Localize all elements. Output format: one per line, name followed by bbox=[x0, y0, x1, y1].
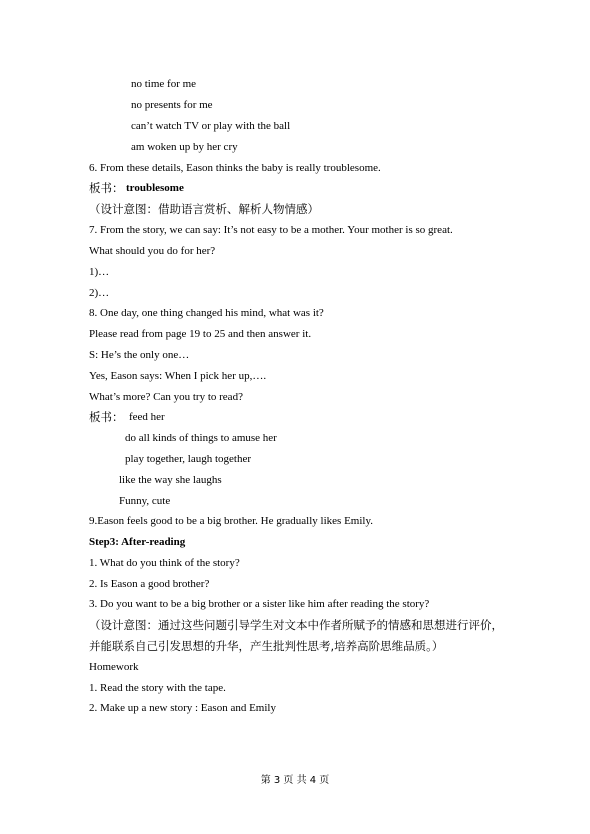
homework-heading: Homework bbox=[89, 661, 139, 673]
after-reading-q1: 1. What do you think of the story? bbox=[89, 557, 240, 569]
step3-heading: Step3: After-reading bbox=[89, 536, 186, 548]
question-8: 8. One day, one thing changed his mind, what was it? bbox=[89, 307, 324, 319]
answer-1: 1)… bbox=[89, 266, 110, 278]
answer-2: 2)… bbox=[89, 287, 110, 299]
detail-woken-up: am woken up by her cry bbox=[131, 141, 238, 153]
statement-9: 9.Eason feels good to be a big brother. He gradually likes Emily. bbox=[89, 515, 373, 527]
after-reading-q3: 3. Do you want to be a big brother or a sister like him after reading the story? bbox=[89, 598, 430, 610]
blackboard-label-2: 板书： bbox=[89, 410, 124, 424]
after-reading-q2: 2. Is Eason a good brother? bbox=[89, 578, 210, 590]
blackboard-funny: Funny, cute bbox=[119, 495, 171, 507]
reading-instruction: Please read from page 19 to 25 and then answer it. bbox=[89, 328, 312, 340]
design-intent-2-line1: （设计意图：通过这些问题引导学生对文本中作者所赋予的情感和思想进行评价， bbox=[89, 618, 503, 632]
blackboard-laughs: like the way she laughs bbox=[119, 474, 222, 486]
whats-more: What’s more? Can you try to read? bbox=[89, 391, 243, 403]
question-7: 7. From the story, we can say: It’s not easy to be a mother. Your mother is so great. bbox=[89, 224, 453, 236]
detail-no-presents: no presents for me bbox=[131, 99, 213, 111]
design-intent-2-line2: 并能联系自己引发思想的升华，产生批判性思考,培养高阶思维品质。） bbox=[89, 639, 444, 653]
page-number: 第 3 页 共 4 页 bbox=[260, 775, 330, 786]
blackboard-feed-her: feed her bbox=[129, 411, 165, 423]
student-response: S: He’s the only one… bbox=[89, 349, 190, 361]
question-6: 6. From these details, Eason thinks the baby is really troublesome. bbox=[89, 162, 381, 174]
homework-2: 2. Make up a new story : Eason and Emily bbox=[89, 702, 276, 714]
blackboard-troublesome: troublesome bbox=[126, 182, 184, 194]
homework-1: 1. Read the story with the tape. bbox=[89, 682, 226, 694]
blackboard-label: 板书： bbox=[89, 181, 124, 195]
eason-says: Yes, Eason says: When I pick her up,…. bbox=[89, 370, 267, 382]
question-7-followup: What should you do for her? bbox=[89, 245, 216, 257]
detail-no-time: no time for me bbox=[131, 78, 197, 90]
design-intent-1: （设计意图：借助语言赏析、解析人物情感） bbox=[89, 202, 319, 216]
detail-cant-watch-tv: can’t watch TV or play with the ball bbox=[131, 120, 291, 132]
blackboard-play: play together, laugh together bbox=[125, 453, 252, 465]
blackboard-amuse: do all kinds of things to amuse her bbox=[125, 432, 277, 444]
